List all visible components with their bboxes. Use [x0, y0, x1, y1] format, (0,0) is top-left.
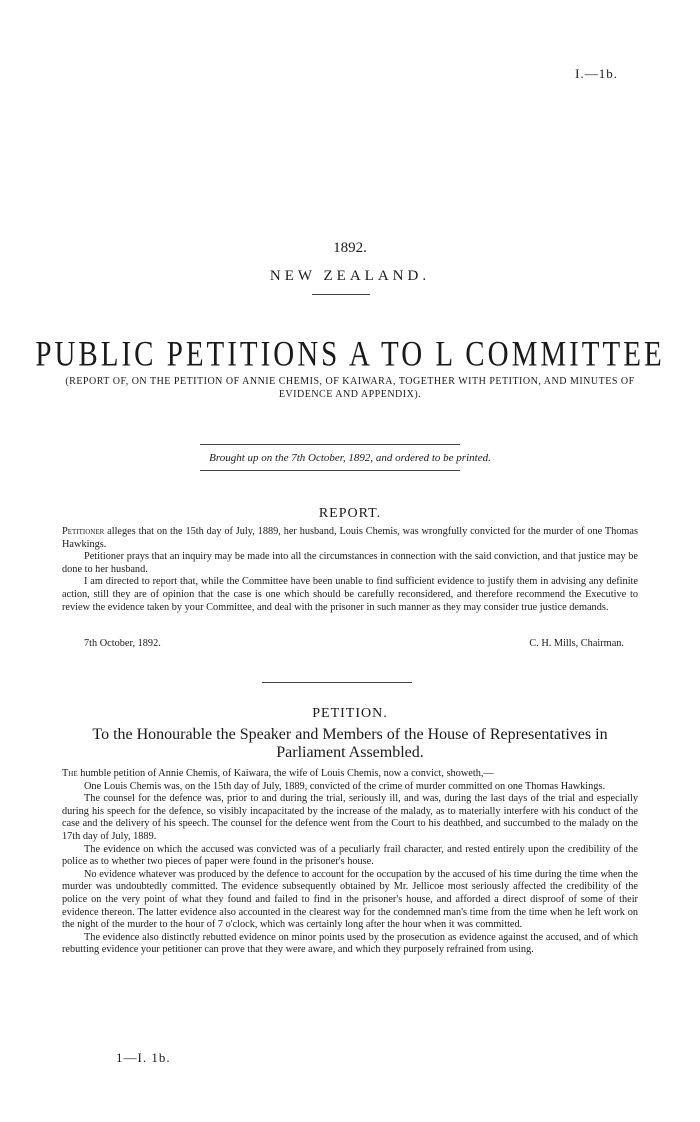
report-paragraph: I am directed to report that, while the Committee have been unable to find sufficient evidence to justify them in advising any definite action, still they are of opinion that the case is one which should be carefully reconsidered, and therefore recommend the Executive to review the evidence taken by your Committee, and deal with the prisoner in such manner as they may consider true justice demands. — [62, 576, 638, 613]
petition-paragraph-text: humble petition of Annie Chemis, of Kaiwara, the wife of Louis Chemis, now a convict, showeth,— — [77, 768, 494, 779]
report-body — [62, 526, 638, 614]
report-paragraph: Petitioner prays that an inquiry may be made into all the circumstances in connection with the said conviction, and that justice may be done to her husband. — [62, 551, 638, 575]
report-signature: C. H. Mills, Chairman. — [529, 638, 624, 649]
report-lead-word: Petitioner — [62, 526, 105, 537]
report-heading: REPORT. — [318, 506, 382, 521]
petition-body — [62, 768, 638, 957]
petition-lead-word: The — [62, 768, 78, 779]
petition-paragraph — [62, 768, 638, 781]
document-title: PUBLIC PETITIONS A TO L COMMITTEE — [35, 334, 665, 374]
divider — [200, 444, 460, 445]
divider — [312, 294, 370, 295]
petition-paragraph: One Louis Chemis was, on the 15th day of July, 1889, convicted of the crime of murder committed on one Thomas Hawkings. — [84, 780, 606, 792]
document-subtitle: (REPORT OF, ON THE PETITION OF ANNIE CHEMIS, OF KAIWARA, TOGETHER WITH PETITION, AND MINUTES OF EVIDENCE AND APPENDIX). — [65, 376, 635, 400]
divider — [200, 470, 460, 471]
country: NEW ZEALAND. — [269, 268, 431, 284]
report-paragraph-text: alleges that on the 15th day of July, 1889, her husband, Louis Chemis, was wrongfully convicted for the murder of one Thomas Hawkings. — [62, 526, 638, 550]
petition-paragraph: The evidence on which the accused was convicted was of a peculiarly frail character, and rested entirely upon the credibility of the police as to whether two pieces of paper were found in the prisoner's house. — [62, 843, 638, 868]
petition-paragraph: The evidence also distinctly rebutted evidence on minor points used by the prosecution as evidence against the accused, and of which rebutting evidence your petitioner can prove that they were aware, and which they purposely refrained from using. — [62, 931, 638, 956]
page-identifier: I.—1b. — [575, 66, 618, 81]
year: 1892. — [333, 240, 367, 256]
petition-address: To the Honourable the Speaker and Members of the House of Representatives in Parliament Assembled. — [92, 726, 608, 761]
printed-note: Brought up on the 7th October, 1892, and ordered to be printed. — [209, 452, 491, 464]
report-date: 7th October, 1892. — [84, 638, 161, 649]
report-paragraph — [62, 526, 638, 551]
petition-heading: PETITION. — [312, 706, 388, 721]
page-footer: 1—I. 1b. — [116, 1050, 171, 1065]
petition-paragraph: The counsel for the defence was, prior to and during the trial, seriously ill, and was, during the last days of the trial and especially during his speech for the defence, so visibly incapacitated by the increase of the malady, as to materially interfere with his conduct of the case and the delivery of his speech. The counsel for the defence went from the Court to his deathbed, and succumbed to the malady on the 17th day of July, 1889. — [62, 793, 638, 842]
divider — [262, 682, 412, 683]
petition-paragraph: No evidence whatever was produced by the defence to account for the occupation by the accused of his time during the time when the murder was undoubtedly committed. The evidence subsequently obtained by Mr. Jellicoe most seriously affected the credibility of the police on the very point of what they found and failed to find in the prisoner's house, and afforded a direct disproof of some of their evidence thereon. The latter evidence also accounted in the clearest way for the condemned man's time from the time when he left work on the night of the murder to the hour of 7 o'clock, which was certainly long after the hour when it was committed. — [62, 868, 638, 931]
